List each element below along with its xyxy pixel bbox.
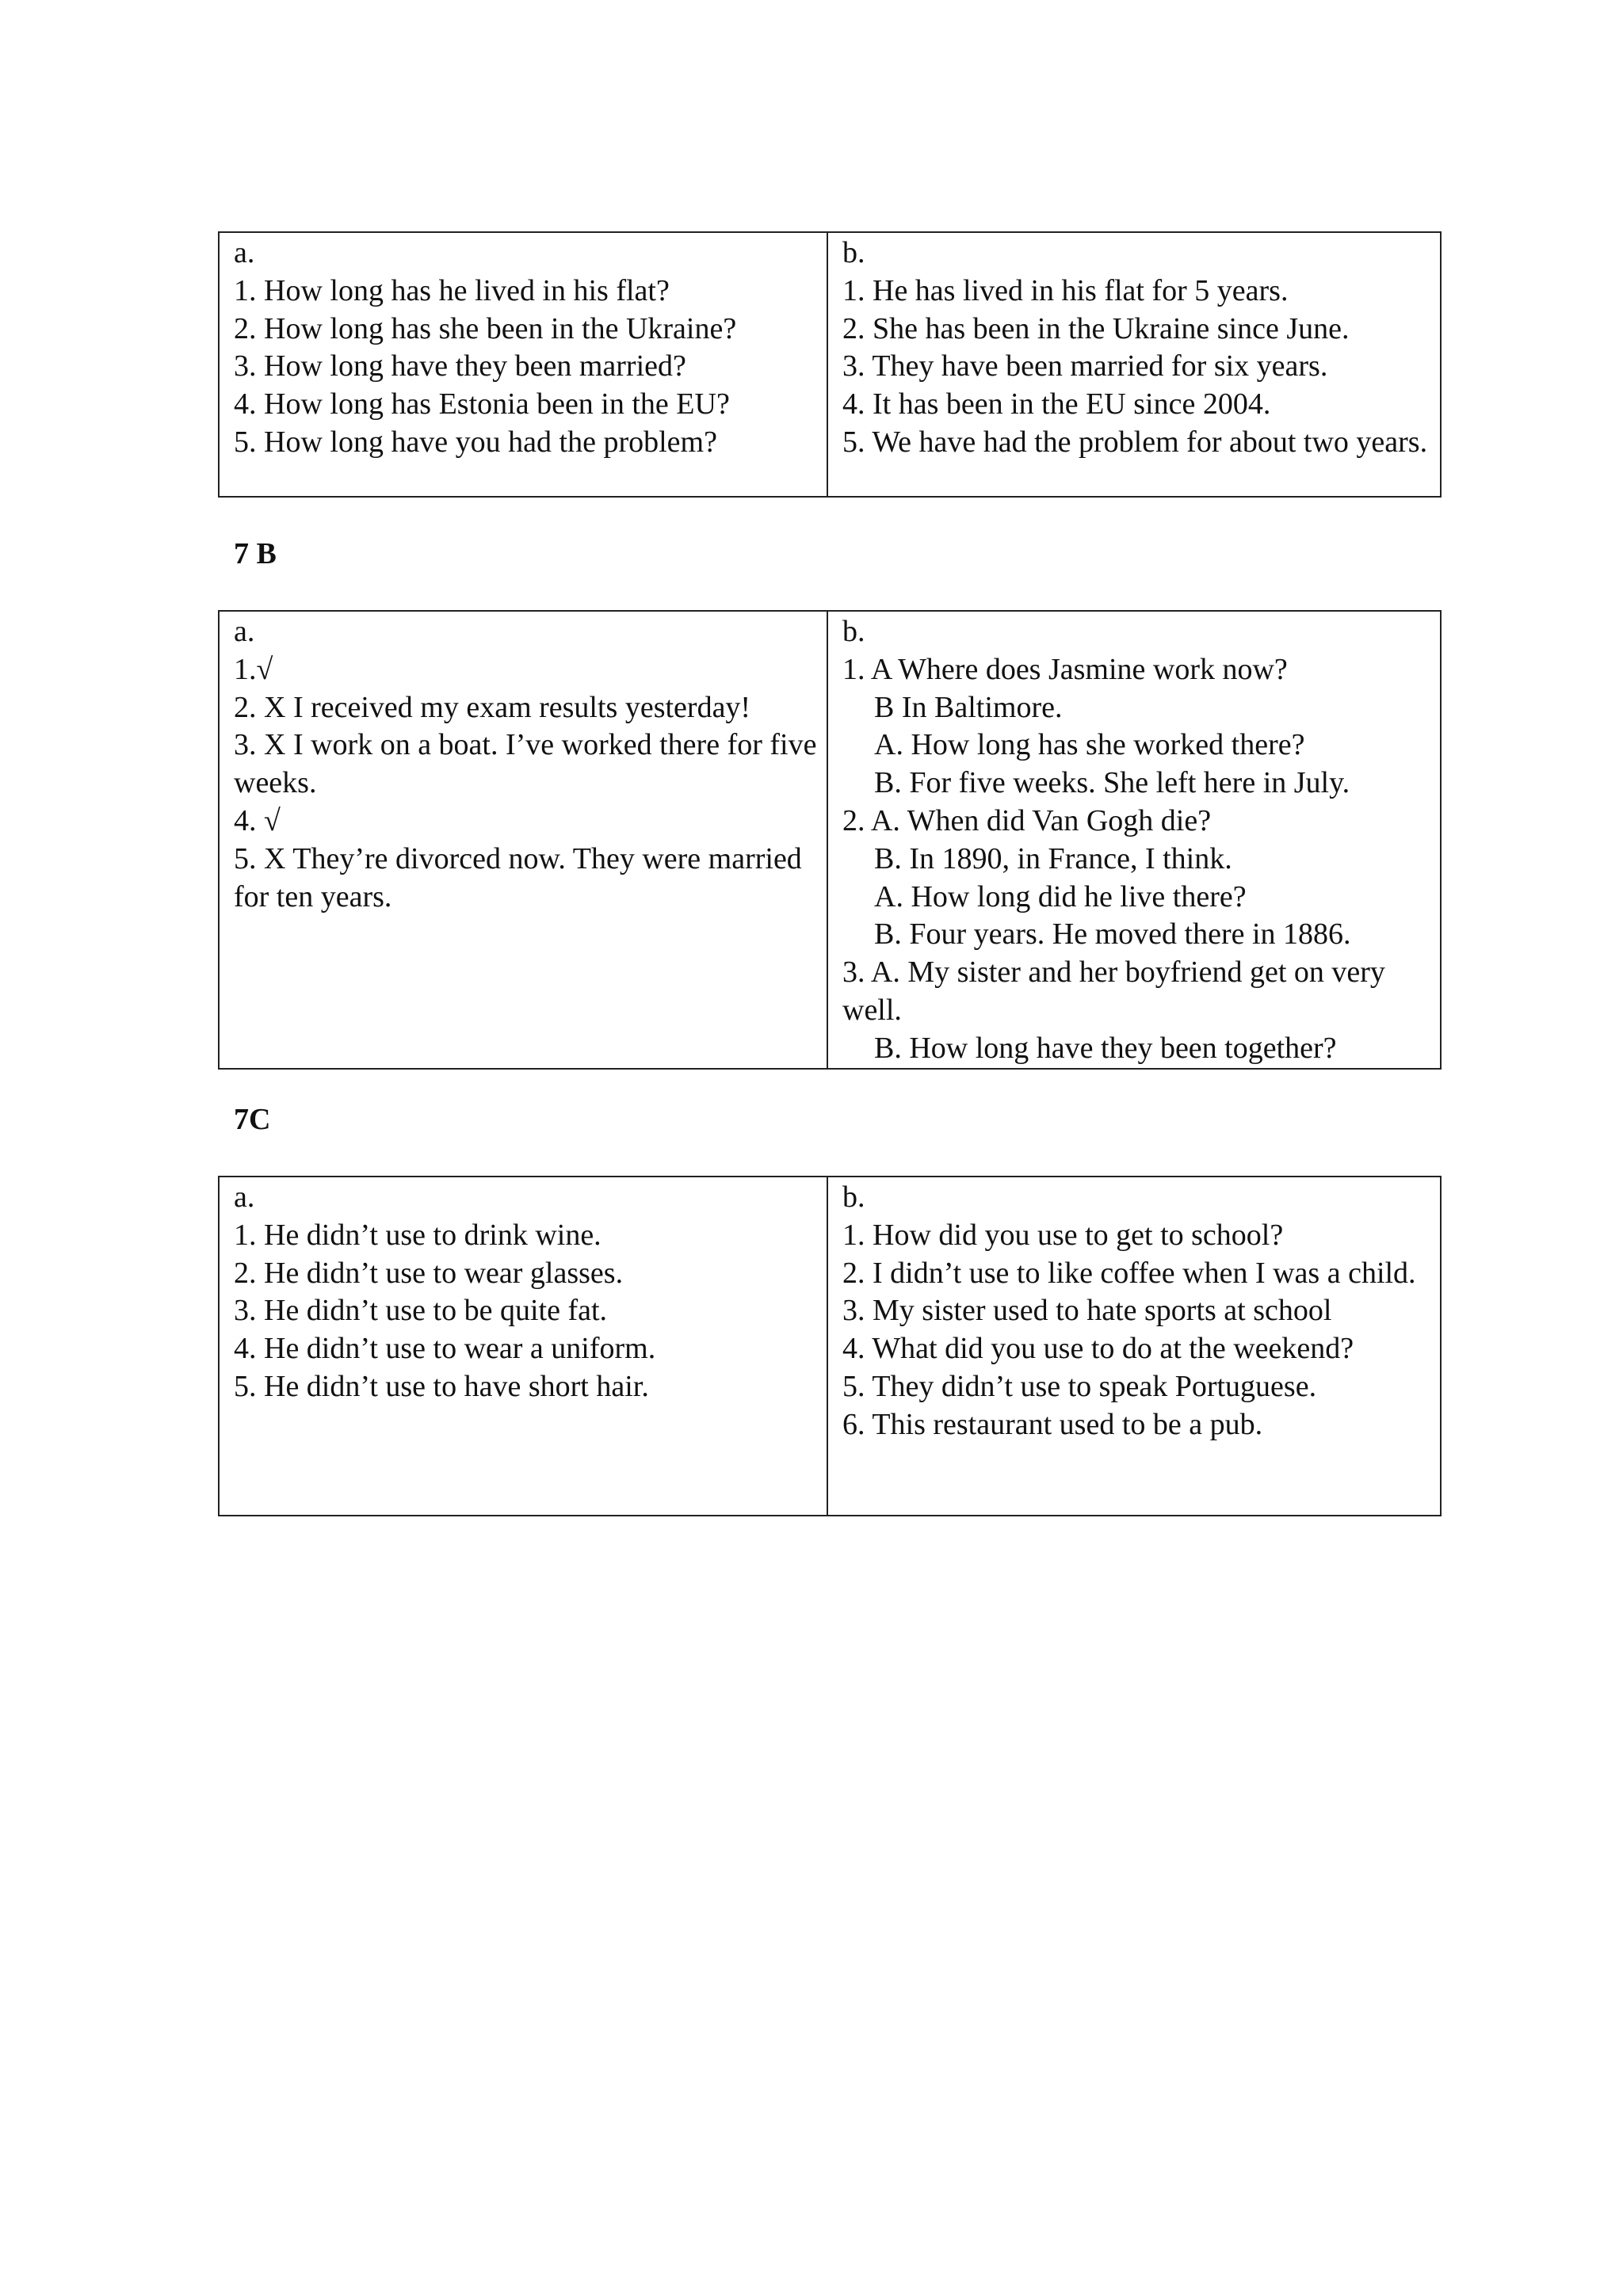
table-row	[219, 232, 1441, 497]
column-b	[827, 611, 1441, 1069]
column-a	[219, 611, 827, 1069]
dialogue-line: A. How long did he live there?	[874, 879, 1247, 913]
list-item: 5. He didn’t use to have short hair.	[234, 1369, 649, 1403]
column-b-header: b.	[842, 615, 865, 648]
column-a-header: a.	[234, 236, 255, 269]
column-a	[219, 1177, 827, 1516]
list-item: 3. My sister used to hate sports at school	[842, 1294, 1332, 1328]
list-item: 1. How did you use to get to school?	[842, 1218, 1284, 1252]
dialogue-line: 3. A. My sister and her boyfriend get on very well.	[842, 955, 1385, 1027]
dialogue-line: B. For five weeks. She left here in July.	[874, 766, 1350, 800]
section-heading-7b: 7 B	[234, 537, 277, 570]
dialogue-line: B. In 1890, in France, I think.	[874, 841, 1232, 875]
column-a	[219, 232, 827, 497]
list-item: 4. √	[234, 803, 281, 837]
dialogue-line: 2. A. When did Van Gogh die?	[842, 803, 1212, 837]
list-item: 3. He didn’t use to be quite fat.	[234, 1294, 608, 1328]
column-a-header: a.	[234, 615, 255, 648]
list-item: 6. This restaurant used to be a pub.	[842, 1407, 1263, 1441]
column-b	[827, 1177, 1441, 1516]
list-item: 4. What did you use to do at the weekend?	[842, 1332, 1354, 1366]
table-row	[219, 611, 1441, 1069]
list-item: 4. He didn’t use to wear a uniform.	[234, 1332, 656, 1366]
section-heading-7c: 7C	[234, 1103, 271, 1136]
table-row	[219, 1177, 1441, 1516]
list-item: 5. They didn’t use to speak Portuguese.	[842, 1369, 1317, 1403]
list-item: 1. He didn’t use to drink wine.	[234, 1218, 601, 1252]
column-a-header: a.	[234, 1180, 255, 1214]
table-7c	[218, 1176, 1442, 1516]
list-item: 2. X I received my exam results yesterday!	[234, 690, 751, 724]
list-item: 4. It has been in the EU since 2004.	[842, 387, 1271, 421]
table-7b	[218, 610, 1442, 1070]
list-item: 2. I didn’t use to like coffee when I was a child.	[842, 1256, 1416, 1290]
column-b-header: b.	[842, 236, 865, 269]
list-item: 5. How long have you had the problem?	[234, 425, 717, 459]
list-item: 2. He didn’t use to wear glasses.	[234, 1256, 624, 1290]
dialogue-line: 1. A Where does Jasmine work now?	[842, 652, 1288, 686]
list-item: 4. How long has Estonia been in the EU?	[234, 387, 730, 421]
list-item: 5. X They’re divorced now. They were married for ten years.	[234, 841, 802, 913]
list-item: 2. How long has she been in the Ukraine?	[234, 311, 737, 345]
table-7a	[218, 231, 1442, 498]
list-item: 3. How long have they been married?	[234, 349, 686, 383]
dialogue-line: A. How long has she worked there?	[874, 728, 1305, 762]
list-item: 1. He has lived in his flat for 5 years.	[842, 273, 1289, 307]
list-item: 5. We have had the problem for about two years.	[842, 425, 1428, 459]
column-b-header: b.	[842, 1180, 865, 1214]
dialogue-line: B In Baltimore.	[874, 690, 1063, 724]
list-item: 1. How long has he lived in his flat?	[234, 273, 670, 307]
dialogue-line: B. Four years. He moved there in 1886.	[874, 917, 1351, 952]
list-item: 2. She has been in the Ukraine since June.	[842, 311, 1350, 345]
list-item: 1.√	[234, 652, 273, 686]
column-b	[827, 232, 1441, 497]
list-item: 3. They have been married for six years.	[842, 349, 1328, 383]
dialogue-line: B. How long have they been together?	[874, 1031, 1337, 1065]
list-item: 3. X I work on a boat. I’ve worked there for five weeks.	[234, 728, 817, 800]
